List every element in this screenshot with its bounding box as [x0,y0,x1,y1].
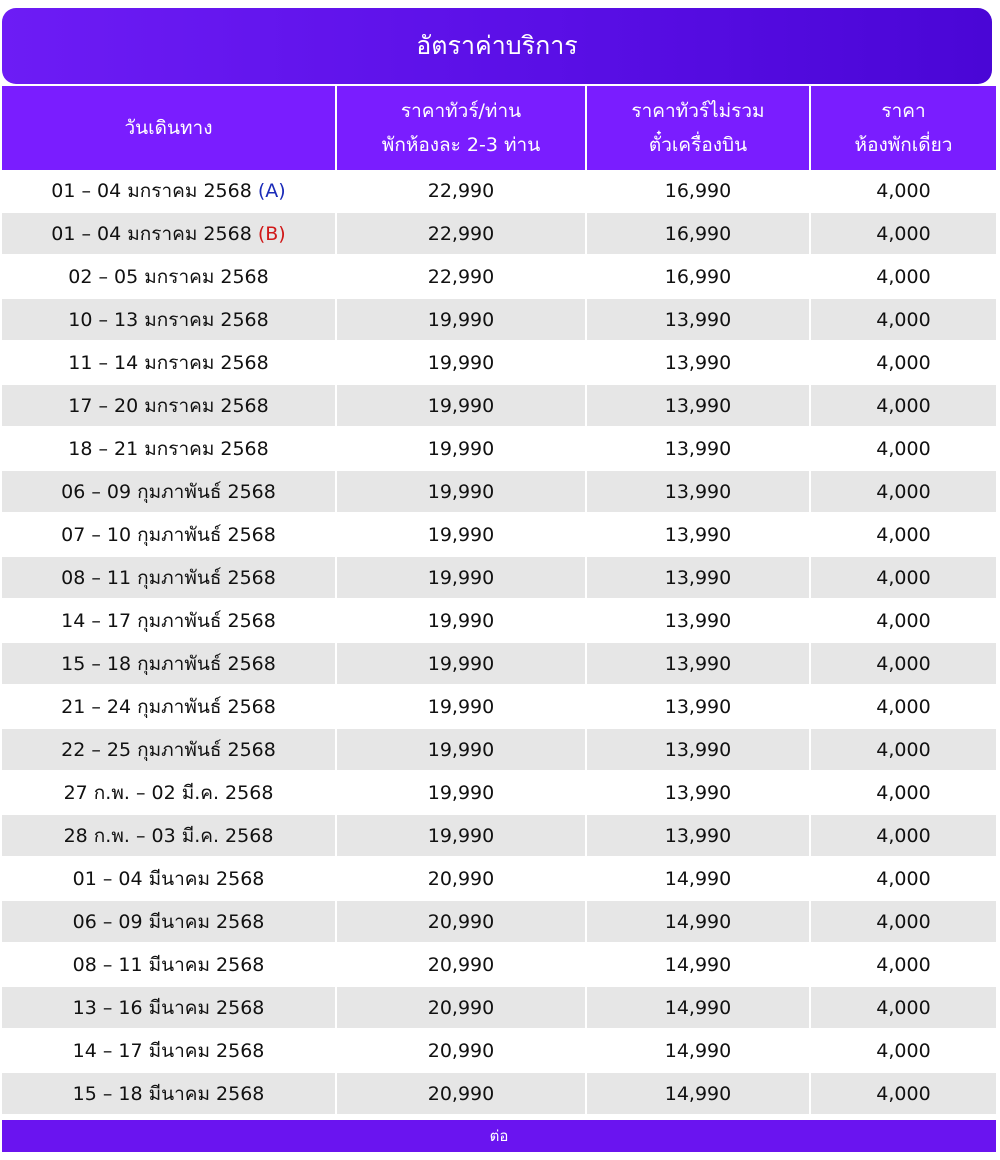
cell-price-without-flight: 16,990 [586,212,810,255]
cell-single-room: 4,000 [810,857,996,900]
price-table [2,86,996,1116]
travel-date-text: 28 ก.พ. – 03 มี.ค. 2568 [63,824,274,847]
header-tour-price-line2: พักห้องละ 2-3 ท่าน [381,134,541,156]
header-single-room [810,86,996,170]
travel-date-text: 01 – 04 มีนาคม 2568 [72,867,265,890]
continue-label: ต่อ [489,1127,509,1145]
cell-single-room: 4,000 [810,642,996,685]
cell-travel-date [2,642,336,685]
cell-single-room: 4,000 [810,1072,996,1115]
table-row [2,427,996,470]
travel-date-text: 27 ก.พ. – 02 มี.ค. 2568 [63,781,274,804]
table-row [2,513,996,556]
table-row [2,1029,996,1072]
cell-price-without-flight: 13,990 [586,685,810,728]
travel-date-text: 18 – 21 มกราคม 2568 [68,437,269,460]
cell-tour-price: 22,990 [336,255,586,298]
cell-tour-price: 20,990 [336,857,586,900]
cell-travel-date [2,212,336,255]
travel-date-text: 08 – 11 มีนาคม 2568 [72,953,265,976]
cell-price-without-flight: 16,990 [586,170,810,212]
cell-tour-price: 19,990 [336,728,586,771]
cell-single-room: 4,000 [810,728,996,771]
cell-tour-price: 19,990 [336,685,586,728]
cell-single-room: 4,000 [810,212,996,255]
table-row [2,900,996,943]
header-no-flight-line1: ราคาทัวร์ไม่รวม [631,100,765,122]
table-row [2,857,996,900]
cell-tour-price: 20,990 [336,986,586,1029]
table-row [2,470,996,513]
travel-date-text: 07 – 10 กุมภาพันธ์ 2568 [61,523,276,546]
table-row [2,771,996,814]
cell-price-without-flight: 14,990 [586,857,810,900]
cell-price-without-flight: 13,990 [586,771,810,814]
header-single-room-line1: ราคา [881,100,926,122]
travel-date-text: 21 – 24 กุมภาพันธ์ 2568 [61,695,276,718]
cell-single-room: 4,000 [810,427,996,470]
cell-travel-date [2,513,336,556]
cell-tour-price: 19,990 [336,341,586,384]
header-price-without-flight [586,86,810,170]
page-title: อัตราค่าบริการ [416,31,578,60]
cell-single-room: 4,000 [810,900,996,943]
cell-travel-date [2,556,336,599]
cell-price-without-flight: 13,990 [586,599,810,642]
cell-travel-date [2,384,336,427]
travel-date-text: 14 – 17 มีนาคม 2568 [72,1039,265,1062]
cell-tour-price: 19,990 [336,556,586,599]
cell-price-without-flight: 14,990 [586,1072,810,1115]
cell-single-room: 4,000 [810,470,996,513]
header-tour-price-line1: ราคาทัวร์/ท่าน [400,100,522,122]
cell-travel-date [2,170,336,212]
table-row [2,943,996,986]
cell-price-without-flight: 13,990 [586,384,810,427]
cell-travel-date [2,857,336,900]
table-row [2,341,996,384]
cell-single-room: 4,000 [810,986,996,1029]
header-tour-price [336,86,586,170]
travel-date-text: 06 – 09 มีนาคม 2568 [72,910,265,933]
cell-travel-date [2,341,336,384]
cell-tour-price: 20,990 [336,1029,586,1072]
table-row [2,599,996,642]
travel-date-text: 14 – 17 กุมภาพันธ์ 2568 [61,609,276,632]
cell-travel-date [2,943,336,986]
table-row [2,255,996,298]
cell-single-room: 4,000 [810,556,996,599]
cell-travel-date [2,298,336,341]
cell-tour-price: 20,990 [336,943,586,986]
cell-price-without-flight: 14,990 [586,986,810,1029]
table-row [2,685,996,728]
travel-date-text: 02 – 05 มกราคม 2568 [68,265,269,288]
cell-tour-price: 19,990 [336,470,586,513]
cell-travel-date [2,427,336,470]
cell-price-without-flight: 13,990 [586,513,810,556]
cell-single-room: 4,000 [810,943,996,986]
cell-price-without-flight: 13,990 [586,470,810,513]
table-row [2,728,996,771]
travel-date-text: 15 – 18 กุมภาพันธ์ 2568 [61,652,276,675]
cell-price-without-flight: 13,990 [586,814,810,857]
travel-date-text: 22 – 25 กุมภาพันธ์ 2568 [61,738,276,761]
cell-tour-price: 19,990 [336,771,586,814]
cell-travel-date [2,599,336,642]
cell-tour-price: 22,990 [336,170,586,212]
travel-date-text: 11 – 14 มกราคม 2568 [68,351,269,374]
cell-travel-date [2,900,336,943]
table-row [2,814,996,857]
cell-price-without-flight: 14,990 [586,943,810,986]
cell-travel-date [2,685,336,728]
cell-tour-price: 20,990 [336,900,586,943]
cell-single-room: 4,000 [810,298,996,341]
header-travel-date-label: วันเดินทาง [124,117,213,139]
table-row [2,384,996,427]
table-row [2,642,996,685]
cell-price-without-flight: 14,990 [586,900,810,943]
travel-date-text: 08 – 11 กุมภาพันธ์ 2568 [61,566,276,589]
cell-tour-price: 22,990 [336,212,586,255]
header-travel-date [2,86,336,170]
travel-date-text: 01 – 04 มกราคม 2568 [51,222,252,245]
cell-single-room: 4,000 [810,599,996,642]
travel-date-text: 06 – 09 กุมภาพันธ์ 2568 [61,480,276,503]
table-body [2,170,996,1115]
travel-date-text: 13 – 16 มีนาคม 2568 [72,996,265,1019]
cell-price-without-flight: 13,990 [586,298,810,341]
cell-price-without-flight: 14,990 [586,1029,810,1072]
travel-date-text: 10 – 13 มกราคม 2568 [68,308,269,331]
table-row [2,986,996,1029]
cell-travel-date [2,728,336,771]
travel-date-text: 15 – 18 มีนาคม 2568 [72,1082,265,1105]
group-tag: (A) [257,179,286,202]
title-banner [2,8,992,84]
cell-price-without-flight: 13,990 [586,556,810,599]
cell-single-room: 4,000 [810,513,996,556]
continue-footer [2,1120,996,1152]
cell-price-without-flight: 13,990 [586,427,810,470]
cell-tour-price: 20,990 [336,1072,586,1115]
cell-travel-date [2,1072,336,1115]
cell-single-room: 4,000 [810,170,996,212]
table-row [2,212,996,255]
cell-price-without-flight: 13,990 [586,341,810,384]
table-row [2,170,996,212]
cell-travel-date [2,986,336,1029]
cell-tour-price: 19,990 [336,642,586,685]
cell-tour-price: 19,990 [336,814,586,857]
cell-single-room: 4,000 [810,341,996,384]
group-tag: (B) [257,222,286,245]
cell-tour-price: 19,990 [336,599,586,642]
cell-single-room: 4,000 [810,685,996,728]
travel-date-text: 17 – 20 มกราคม 2568 [68,394,269,417]
cell-travel-date [2,1029,336,1072]
cell-travel-date [2,771,336,814]
cell-tour-price: 19,990 [336,427,586,470]
cell-travel-date [2,814,336,857]
cell-tour-price: 19,990 [336,384,586,427]
cell-price-without-flight: 13,990 [586,642,810,685]
cell-single-room: 4,000 [810,384,996,427]
table-row [2,298,996,341]
table-row [2,1072,996,1115]
table-row [2,556,996,599]
cell-tour-price: 19,990 [336,513,586,556]
cell-single-room: 4,000 [810,255,996,298]
cell-single-room: 4,000 [810,771,996,814]
travel-date-text: 01 – 04 มกราคม 2568 [51,179,252,202]
cell-price-without-flight: 13,990 [586,728,810,771]
cell-tour-price: 19,990 [336,298,586,341]
table-header [2,86,996,170]
header-no-flight-line2: ตั๋วเครื่องบิน [648,134,748,156]
header-single-room-line2: ห้องพักเดี่ยว [854,134,953,156]
cell-single-room: 4,000 [810,814,996,857]
cell-price-without-flight: 16,990 [586,255,810,298]
cell-travel-date [2,255,336,298]
cell-single-room: 4,000 [810,1029,996,1072]
cell-travel-date [2,470,336,513]
